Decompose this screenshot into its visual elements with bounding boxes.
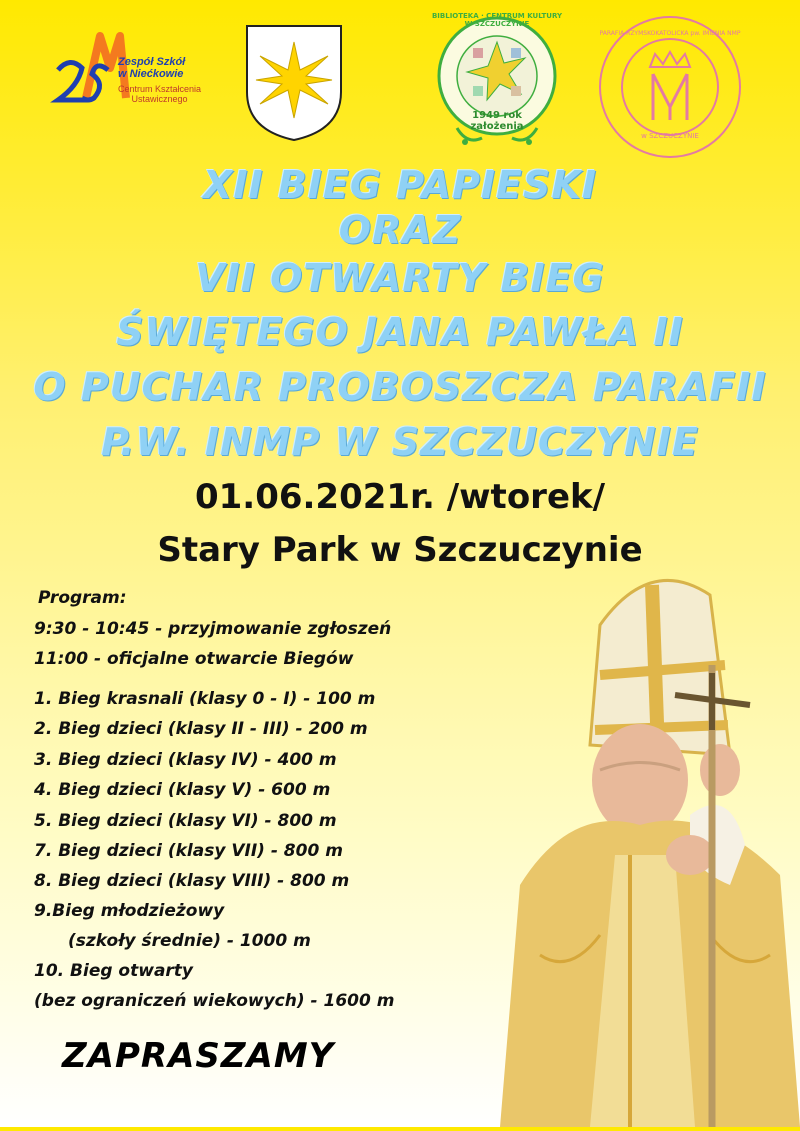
title-line-2: ORAZ [338,208,462,252]
school-name-line3: Centrum Kształcenia [118,84,202,94]
race-item-8: 8. Bieg dzieci (klasy VIII) - 800 m [34,871,350,891]
pope-photo [480,555,800,1127]
program-heading: Program: [38,588,127,608]
library-seal-icon [427,10,567,155]
school-monogram-icon [48,28,238,138]
library-ring-text: BIBLIOTEKA · CENTRUM KULTURY W SZCZUCZYNIE [431,12,563,28]
title-line-3: VII OTWARTY BIEG [195,256,605,300]
library-year: 1949 rok [472,110,522,121]
race-item-9: 9.Bieg młodzieżowy [34,901,225,921]
invitation-text: ZAPRASZAMY [62,1036,335,1076]
school-name-line4: Ustawicznego [131,94,188,104]
pope-figure-icon [480,555,800,1127]
library-logo [427,10,567,155]
event-date: 01.06.2021r. /wtorek/ [194,477,606,517]
program-item-2: 11:00 - oficjalne otwarcie Biegów [34,649,354,669]
race-item-4: 4. Bieg dzieci (klasy V) - 600 m [34,780,331,800]
race-item-9-detail: (szkoły średnie) - 1000 m [68,931,311,951]
parish-seal [595,12,745,162]
event-place: Stary Park w Szczuczynie [157,530,643,570]
race-item-2: 2. Bieg dzieci (klasy II - III) - 200 m [34,719,368,739]
star-emblem [243,22,345,142]
school-logo [48,28,238,138]
program-item-1: 9:30 - 10:45 - przyjmowanie zgłoszeń [34,619,392,639]
library-founded: założenia [470,121,524,132]
school-name-line2: w Niećkowie [118,68,184,80]
school-name-line1: Zespół Szkół [118,56,186,68]
race-item-3: 3. Bieg dzieci (klasy IV) - 400 m [34,750,337,770]
parish-ring-text: PARAFIA RZYMSKOKATOLICKA pw. IMIENIA NMP [599,30,741,37]
race-item-10: 10. Bieg otwarty [34,961,194,981]
title-line-6: P.W. INMP W SZCZUCZYNIE [101,420,699,464]
race-item-1: 1. Bieg krasnali (klasy 0 - I) - 100 m [34,689,376,709]
star-emblem-icon [243,22,345,142]
title-line-5: O PUCHAR PROBOSZCZA PARAFII [33,365,767,409]
race-item-7: 7. Bieg dzieci (klasy VII) - 800 m [34,841,343,861]
title-line-1: XII BIEG PAPIESKI [203,163,597,207]
title-line-4: ŚWIĘTEGO JANA PAWŁA II [116,310,684,354]
race-item-10-detail: (bez ograniczeń wiekowych) - 1600 m [34,991,395,1011]
race-item-5: 5. Bieg dzieci (klasy VI) - 800 m [34,811,337,831]
parish-bottom-text: w SZCZUCZYNIE [641,132,699,140]
